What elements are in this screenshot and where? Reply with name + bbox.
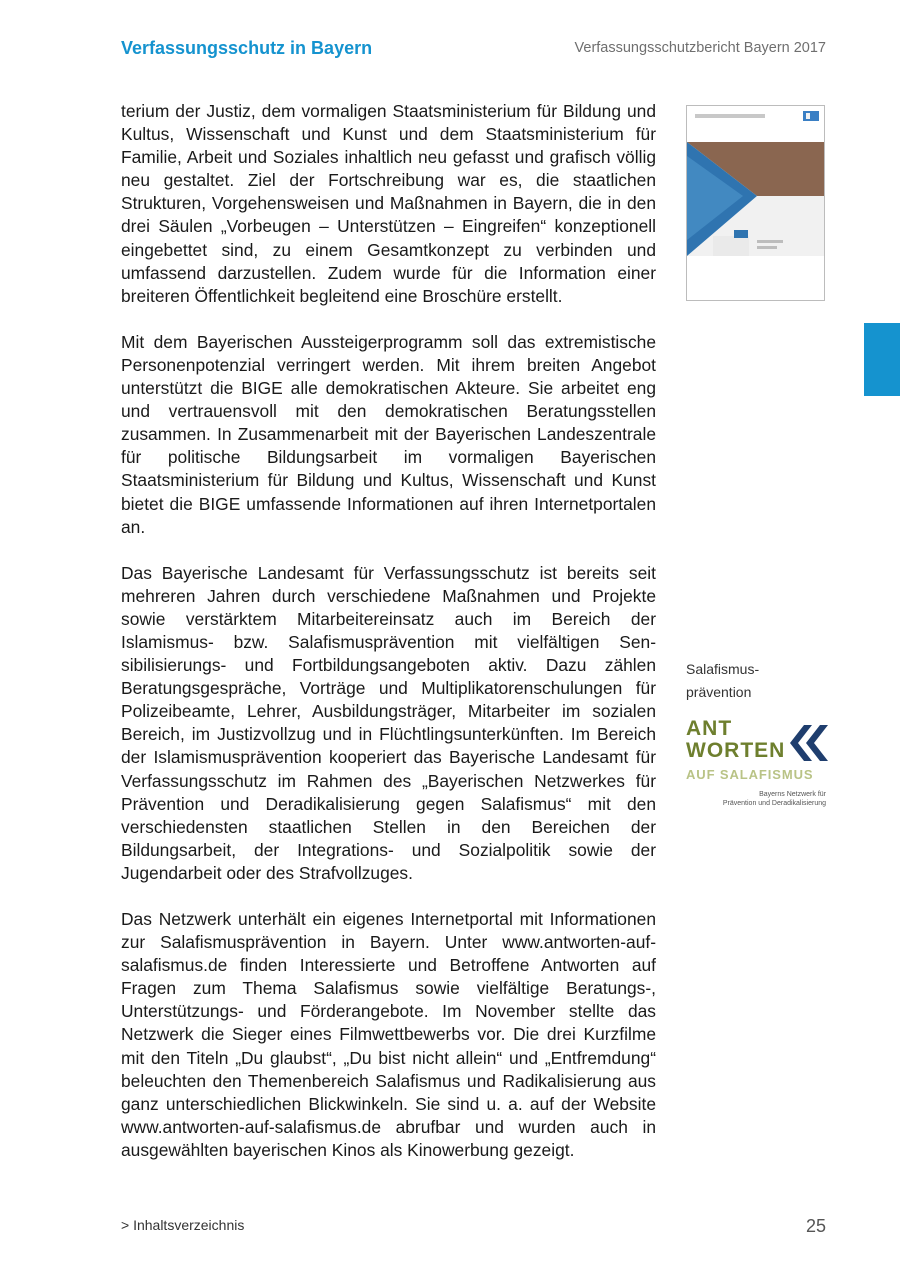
logo-subtitle-line-2: Prävention und Deradikalisierung [722, 800, 826, 807]
antworten-auf-salafismus-logo [686, 717, 826, 817]
margin-note-line-2: prävention [686, 684, 752, 700]
logo-text-ant: ANT [686, 717, 733, 740]
double-chevron-left-icon [786, 723, 830, 763]
brochure-cover-image [686, 105, 825, 301]
paragraph-2: Mit dem Bayerischen Aussteigerprogramm soll das extremistische Personenpotenzial verringert werden. Mit ihrem breiten Angebot unterstützt die BIGE alle demokratischen Akteure. Sie arbeitet eng und vertrauensvoll mit den demokratischen Beratungsstellen zusammen. In Zusammenarbeit mit der Bayerischen Landeszentrale für politische Bildungsarbeit im vormaligen Bayerischen Staatsministerium für Bildung und Kultus, Wissenschaft und Kunst bietet die BIGE umfassende Informationen auf ihren Internetportalen an. [121, 331, 656, 537]
section-title: Verfassungsschutz in Bayern [121, 38, 373, 58]
chapter-tab-marker [864, 323, 900, 396]
paragraph-4: Das Netzwerk unterhält ein eigenes Internetportal mit Informationen zur Salafismusprävention in Bayern. Unter www.​antworten-auf-salafismus.de finden Interessierte und Betroffene Antworten auf Fragen zum Thema Salafismus sowie vielfältige Beratungs-, Unterstützungs- und Förderangebote. Im November stellte das Netzwerk die Sieger eines Filmwettbewerbs vor. Die drei Kurzfilme mit den Titeln „Du glaubst“, „Du bist nicht allein“ und „Entfremdung“ beleuchten den Themenbereich Salafismus und Radikalisierung aus ganz unterschiedlichen Blickwinkeln. Sie sind u. a. auf der Website www.antworten-auf-salafismus.de abrufbar und wurden auch in ausgewählten bayerischen Kinos als Kinowerbung gezeigt. [121, 909, 656, 1160]
paragraph-3: Das Bayerische Landesamt für Verfassungsschutz ist bereits seit mehreren Jahren durch verschiedene Maßnahmen und Projekte sowie verstärktem Mitarbeitereinsatz auch im Bereich der Islamismus- bzw. Salafismusprävention mit vielfältigen Sensibilisierungs- und Fortbildungsangeboten aktiv. Dazu zählen Beratungsgespräche, Vorträge und Multiplikatorenschulungen für Polizeibeamte, Lehrer, Ausbildungsträger, Mitarbeiter im sozialen Bereich, im Justizvollzug und in Flüchtlingsunterkünften. Im Bereich der Islamismusprävention kooperiert das Bayerische Landesamt für Verfassungsschutz im Rahmen des „Bayerischen Netzwerkes für Prävention und Deradikalisierung gegen Salafismus“ mit den verschiedensten staatlichen Stellen in den Bereichen der Bildungsarbeit, der Integrations- und Sozialpolitik sowie der Jugendarbeit oder des Strafvollzuges. [121, 562, 656, 883]
logo-text-worten: WORTEN [686, 739, 786, 762]
paragraph-1: terium der Justiz, dem vormaligen Staatsministerium für Bildung und Kultus, Wissenschaft und Kunst und dem Staatsministerium für Familie, Arbeit und Soziales inhaltlich neu gefasst und grafisch völlig neu gestaltet. Ziel der Fortschreibung war es, die staatlichen Strukturen, Vorgehensweisen und Maßnahmen in Bayern, die in den drei Säulen „Vorbeugen – Unterstützen – Eingreifen“ konzeptionell eingebettet sind, zu einem Gesamtkonzept zu verbinden und umfassend darzustellen. Zudem wurde für die Information einer breiteren Öffentlichkeit begleitend eine Broschüre erstellt. [121, 101, 656, 306]
report-title: Verfassungsschutzbericht Bayern 2017 [574, 40, 826, 56]
brochure-cover-graphic [687, 106, 824, 300]
page-number: 25 [805, 1216, 826, 1236]
logo-subtitle-line-1: Bayerns Netzwerk für [759, 791, 826, 798]
margin-note [686, 658, 836, 704]
margin-note-line-1: Salafismus- [686, 661, 760, 677]
table-of-contents-link[interactable]: > Inhaltsverzeichnis [121, 1217, 245, 1233]
main-text [121, 100, 656, 1185]
logo-text-auf-salafismus: AUF SALAFISMUS [686, 767, 814, 782]
